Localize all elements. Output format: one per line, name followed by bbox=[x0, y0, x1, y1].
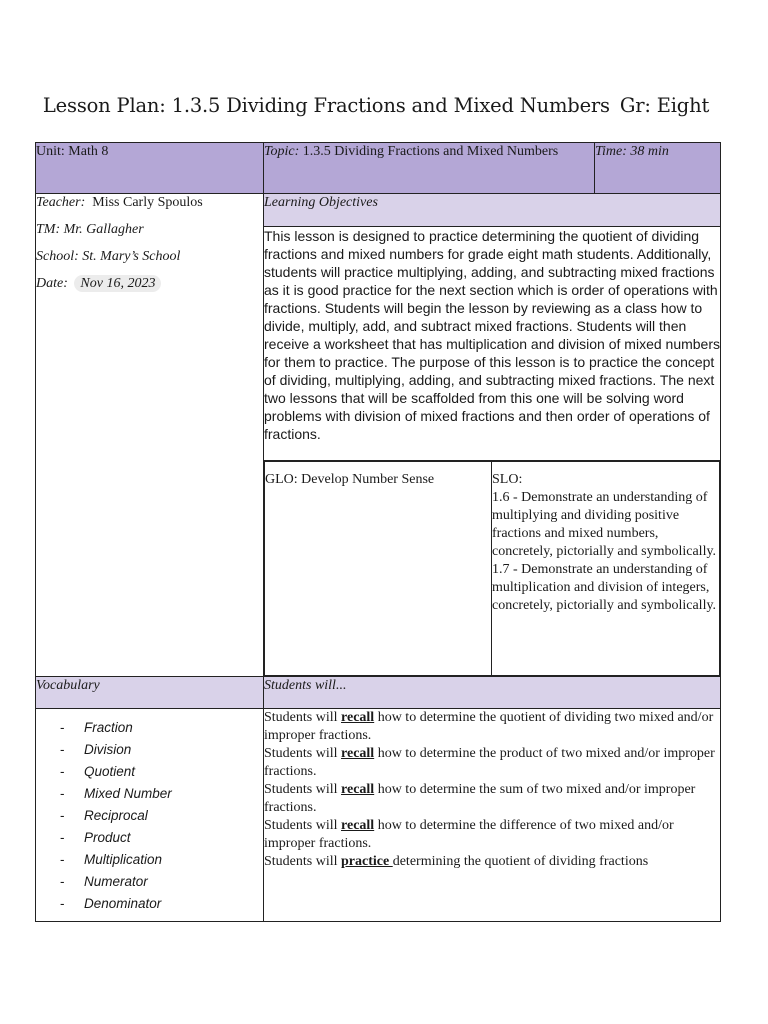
teacher-line bbox=[36, 194, 263, 212]
title-text: Lesson Plan: 1.3.5 Dividing Fractions and Mixed Numbers bbox=[42, 94, 610, 117]
vocab-item: - Fraction bbox=[60, 720, 133, 735]
vocab-item: - Mixed Number bbox=[60, 786, 172, 801]
vocab-item: - Denominator bbox=[60, 896, 162, 911]
learning-objectives-text: This lesson is designed to practice determining the quotient of dividing fractions and mixed numbers for grade eight math students. Additionally, students will practice multiplying, adding, and subtracting mixed fractions as it is good practice for the next section which is order of operations with fractions. Students will begin the lesson by reviewing as a class how to divide, multiply, add, and subtract mixed fractions. Students will then receive a worksheet that has multiplication and division of mixed numbers for them to practice. The purpose of this lesson is to practice the concept of dividing, multiplying, adding, and subtracting mixed fractions. The next two lessons that will be scaffolded from this one will be solving word problems with division of mixed fractions and then order of operations of fractions. bbox=[264, 227, 721, 461]
slo-item-1: 1.6 - Demonstrate an understanding of multiplying and dividing positive fractions and mixed numbers, concretely, pictorially and symbolically. bbox=[492, 490, 717, 559]
vocab-item: - Quotient bbox=[60, 764, 136, 779]
school-line: School: St. Mary’s School bbox=[36, 249, 181, 264]
students-will-line: Students will recall how to determine the sum of two mixed and/or improper fractions. bbox=[264, 782, 696, 815]
teacher-label: Teacher: bbox=[36, 195, 86, 210]
date-label: Date: bbox=[36, 276, 68, 291]
vocab-item: - Numerator bbox=[60, 874, 148, 889]
unit-text: Unit: Math 8 bbox=[36, 144, 109, 159]
slo-label: SLO: bbox=[492, 472, 523, 487]
vocab-item: - Product bbox=[60, 830, 131, 845]
glo-slo-cell bbox=[264, 461, 721, 677]
date-chip[interactable]: Nov 16, 2023 bbox=[74, 275, 161, 292]
lesson-plan-table bbox=[35, 142, 721, 922]
vocabulary-list bbox=[36, 709, 263, 921]
date-line bbox=[36, 275, 263, 293]
slo-item-2: 1.7 - Demonstrate an understanding of multiplication and division of integers, concretely, pictorially and symbolically. bbox=[492, 562, 717, 613]
students-will-line: Students will practice determining the quotient of dividing fractions bbox=[264, 854, 649, 869]
students-will-line: Students will recall how to determine the product of two mixed and/or improper fractions. bbox=[264, 746, 715, 779]
tm-line: TM: Mr. Gallagher bbox=[36, 222, 144, 237]
page-title bbox=[0, 94, 752, 117]
time-text: Time: 38 min bbox=[595, 144, 669, 159]
students-will-cell bbox=[264, 709, 721, 922]
time-cell bbox=[595, 143, 721, 194]
vocabulary-heading: Vocabulary bbox=[36, 677, 264, 709]
topic-value: 1.3.5 Dividing Fractions and Mixed Numbers bbox=[299, 144, 559, 159]
topic-label: Topic: bbox=[264, 144, 300, 159]
slo-cell bbox=[492, 462, 720, 676]
glo-text: GLO: Develop Number Sense bbox=[265, 472, 435, 487]
grade-text: Gr: Eight bbox=[619, 94, 710, 117]
learning-objectives-heading: Learning Objectives bbox=[264, 194, 721, 227]
glo-slo-table bbox=[264, 461, 720, 676]
unit-cell bbox=[36, 143, 264, 194]
glo-cell bbox=[265, 462, 492, 676]
teacher-value: Miss Carly Spoulos bbox=[85, 195, 203, 210]
vocab-item: - Multiplication bbox=[60, 852, 163, 867]
vocabulary-cell bbox=[36, 709, 264, 922]
students-will-heading: Students will... bbox=[264, 677, 721, 709]
teacher-info-cell bbox=[36, 194, 264, 677]
students-will-line: Students will recall how to determine the quotient of dividing two mixed and/or improper fractions. bbox=[264, 710, 714, 743]
topic-cell bbox=[264, 143, 595, 194]
vocab-item: - Division bbox=[60, 742, 132, 757]
students-will-line: Students will recall how to determine the difference of two mixed and/or improper fractions. bbox=[264, 818, 674, 851]
vocab-item: - Reciprocal bbox=[60, 808, 148, 823]
